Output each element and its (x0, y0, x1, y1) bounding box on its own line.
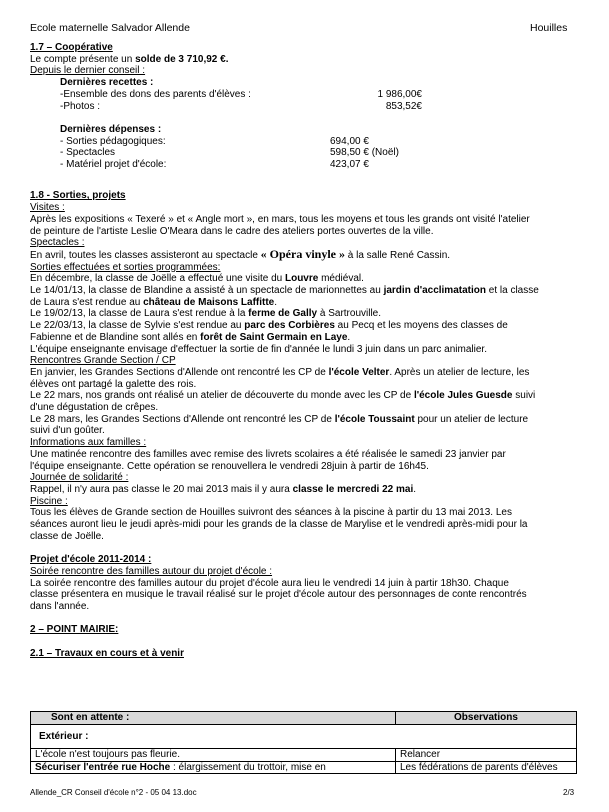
gs-1b: élèves ont partagé la galette des rois. (30, 378, 197, 390)
done-2b (30, 297, 578, 309)
text-part: Le 22/03/13, la classe de Sylvie s'est rendue au (30, 320, 245, 332)
text-part: médiéval. (318, 273, 364, 285)
travaux-table (30, 711, 577, 774)
gs-3 (30, 414, 578, 426)
table-section-row (31, 724, 577, 749)
receipt-row (30, 89, 578, 101)
col-header-attente: Sont en attente : (31, 712, 396, 725)
gs-1 (30, 367, 578, 379)
piscine-title: Piscine : (30, 495, 68, 507)
solidarite-text (30, 484, 578, 496)
text-part: suivi (512, 390, 536, 402)
coop-since: Depuis le dernier conseil : (30, 65, 146, 77)
done-1 (30, 273, 578, 285)
receipts-title: Dernières recettes : (60, 77, 154, 89)
text-bold: classe le mercredi 22 mai (292, 483, 414, 495)
text-bold: Sécuriser l'entrée rue Hoche (35, 761, 171, 773)
text-part: : élargissement du trottoir, mise en (170, 761, 326, 773)
footer-filename: Allende_CR Conseil d'école n°2 - 05 04 13.doc (30, 788, 197, 797)
text-bold: château de Maisons Laffitte (143, 296, 275, 308)
spectacles-text (30, 246, 578, 262)
text-part: pour un atelier de lecture (414, 413, 529, 425)
text-bold: ferme de Gally (248, 308, 318, 320)
done-3 (30, 308, 578, 320)
text-part: à Sartrouville. (317, 308, 382, 320)
piscine-2: séances auront lieu le jeudi après-midi pour les grands de la classe de Marylise et le vendredi après-midi pour la (30, 519, 528, 531)
visites-text-1: Après les expositions « Texeré » et « Angle mort », en mars, tous les moyens et tous les grands ont visité l'atelier (30, 213, 530, 225)
col-header-observations: Observations (396, 712, 577, 725)
solidarite-title: Journée de solidarité : (30, 472, 129, 484)
text-part: Le 19/02/13, la classe de Laura s'est rendue à la (30, 308, 249, 320)
receipt-amount: 1 986,00€ (377, 88, 422, 100)
text-bold: l'école Toussaint (334, 413, 415, 425)
table-header (31, 712, 577, 725)
piscine-1: Tous les élèves de Grande section de Houilles suivront des séances à la piscine à partir du 13 mai 2013. Les (30, 507, 512, 519)
text-part: Rappel, il n'y aura pas classe le 20 mai 2013 mais il y aura (30, 483, 293, 495)
table-cell: L'école n'est toujours pas fleurie. (31, 749, 396, 762)
text-part: En janvier, les Grandes Sections d'Allende ont rencontré les CP de (30, 366, 329, 378)
mairie-sub: 2.1 – Travaux en cours et à venir (30, 647, 184, 659)
projet-2: classe présentera en musique le travail réalisé sur le projet d'école autour des personnages de conte rencontrés (30, 589, 527, 601)
text-part: En décembre, la classe de Joëlle a effectué une visite du (30, 273, 285, 285)
text-bold: forêt de Saint Germain en Laye (200, 331, 348, 343)
text-bold: « Opéra vinyle » (260, 246, 345, 261)
gs-2 (30, 390, 578, 402)
done-title: Sorties effectuées et sorties programmées: (30, 261, 221, 273)
expense-label: - Spectacles (60, 147, 116, 159)
info-2: l'équipe enseignante. Cette opération se renouvellera le vendredi 28juin à partir de 16h45. (30, 460, 429, 472)
text-bold: l'école Jules Guesde (413, 390, 513, 402)
done-2 (30, 285, 578, 297)
projet-3: dans l'année. (30, 601, 90, 612)
balance-amount: solde de 3 710,92 €. (135, 53, 229, 65)
projet-sub: Soirée rencontre des familles autour du projet d'école : (30, 565, 273, 577)
text-part: et la classe (485, 285, 539, 297)
header-city: Houilles (530, 22, 568, 34)
header-school: Ecole maternelle Salvador Allende (30, 22, 190, 34)
document-body (30, 42, 578, 659)
done-4 (30, 320, 578, 332)
expense-row (30, 159, 578, 171)
done-5: L'équipe enseignante envisage d'effectuer la sortie de fin d'année le lundi 3 juin dans un parc animalier. (30, 343, 487, 355)
expense-row (30, 147, 578, 159)
receipt-amount: 853,52€ (385, 100, 422, 112)
expense-amount: 598,50 € (Noël) (330, 147, 399, 159)
visites-text-2: de peinture de l'artiste Leslie O'Meara dans le cadre des ateliers portes ouvertes de la ville. (30, 225, 434, 237)
projet-title: Projet d'école 2011-2014 : (30, 554, 152, 566)
text-part: au Pecq et les moyens des classes de (334, 320, 508, 332)
expense-amount: 423,07 € (330, 159, 369, 171)
table-row (31, 749, 577, 762)
visites-title: Visites : (30, 202, 65, 214)
table-cell (31, 761, 396, 774)
text-part: Le 14/01/13, la classe de Blandine a assisté à un spectacle de marionnettes au (30, 285, 384, 297)
coop-title: 1.7 – Coopérative (30, 42, 113, 53)
expense-row (30, 136, 578, 148)
expense-label: - Matériel projet d'école: (60, 159, 167, 171)
text-bold: jardin d'acclimatation (383, 285, 486, 297)
info-1: Une matinée rencontre des familles avec remise des livrets scolaires a été réalisée le samedi 23 janvier par (30, 448, 506, 460)
done-4b (30, 332, 578, 344)
text-part: . (347, 331, 351, 343)
spectacles-title: Spectacles : (30, 237, 85, 249)
balance-prefix: Le compte présente un (30, 53, 136, 65)
receipt-label: -Ensemble des dons des parents d'élèves : (60, 88, 251, 100)
expense-amount: 694,00 € (330, 135, 369, 147)
info-title: Informations aux familles : (30, 437, 147, 449)
table-cell: Relancer (396, 749, 577, 762)
text-part: Le 28 mars, les Grandes Sections d'Allende ont rencontré les CP de (30, 413, 335, 425)
text-bold: Louvre (284, 273, 319, 285)
table-cell: Les fédérations de parents d'élèves (396, 761, 577, 774)
text-part: de Laura s'est rendue au (30, 296, 144, 308)
expense-label: - Sorties pédagogiques: (60, 135, 166, 147)
text-part: En avril, toutes les classes assisteront au spectacle (30, 249, 261, 261)
footer-page: 2/3 (563, 788, 575, 797)
receipt-label: -Photos : (60, 100, 101, 112)
coop-balance (30, 54, 578, 66)
gs-title: Rencontres Grande Section / CP (30, 355, 176, 367)
text-part: Fabienne et de Blandine sont allés en (30, 331, 201, 343)
sorties-title: 1.8 - Sorties, projets (30, 190, 126, 202)
section-exterieur: Extérieur : (31, 724, 577, 749)
table-row (31, 761, 577, 774)
expenses-title: Dernières dépenses : (60, 123, 162, 135)
piscine-3: classe de Joëlle. (30, 530, 104, 542)
gs-2b: d'une dégustation de crêpes. (30, 402, 159, 414)
gs-3b: suivi d'un goûter. (30, 425, 105, 437)
mairie-title: 2 – POINT MAIRIE: (30, 624, 119, 636)
text-bold: parc des Corbières (244, 320, 335, 332)
text-part: . Après un atelier de lecture, les (389, 366, 530, 378)
text-part: . (413, 483, 417, 495)
text-part: à la salle René Cassin. (345, 249, 451, 261)
projet-1: La soirée rencontre des familles autour du projet d'école aura lieu le vendredi 14 juin à partir 18h30. Chaque (30, 577, 509, 589)
text-bold: l'école Velter (328, 366, 390, 378)
receipt-row (30, 101, 578, 113)
text-part: Le 22 mars, nos grands ont réalisé un atelier de découverte du monde avec les CP de (30, 390, 414, 402)
text-part: . (274, 296, 278, 308)
